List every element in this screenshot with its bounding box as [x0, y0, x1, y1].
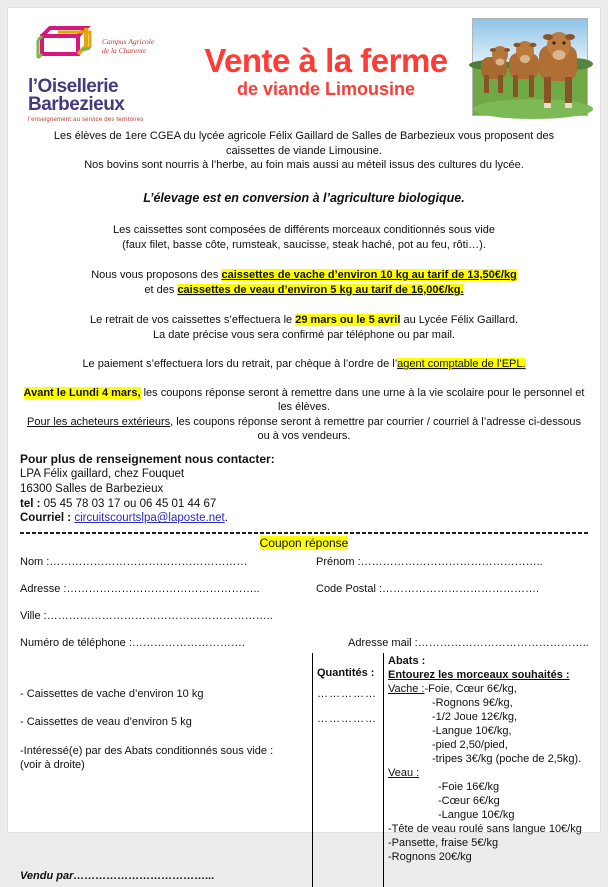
contact-email-line: Courriel : circuitscourtslpa@laposte.net. — [20, 512, 228, 525]
order-item-abats-note: (voir à droite) — [20, 758, 85, 771]
external-underlined: Pour les acheteurs extérieurs — [27, 415, 171, 428]
quantity-vache-field[interactable]: …………… — [317, 688, 377, 701]
caissettes-line1: Les caissettes sont composées de différents morceaux conditionnés sous vide — [113, 224, 495, 237]
offer-vache-highlight: caissettes de vache d’environ 10 kg au tarif de 13,50€/kg — [221, 269, 517, 282]
veau-item: -Rognons 20€/kg — [388, 850, 472, 863]
contact-block — [20, 452, 588, 526]
quantities-header: Quantités : — [317, 667, 375, 680]
order-item-vache: - Caissettes de vache d’environ 10 kg — [20, 688, 204, 701]
cows-photo — [472, 18, 588, 116]
deadline-paragraph — [22, 386, 586, 415]
field-prenom[interactable]: Prénom :………………………………………….. — [316, 556, 543, 569]
coupon-form — [20, 556, 588, 649]
abats-subheading: Entourez les morceaux souhaités : — [388, 669, 570, 682]
vache-item: -1/2 Joue 12€/kg, — [432, 710, 518, 723]
page-subtitle: de viande Limousine — [236, 79, 416, 99]
veau-item: -Foie 16€/kg — [438, 780, 500, 793]
retrait-line2: La date précise vous sera confirmé par téléphone ou par mail. — [152, 328, 456, 341]
contact-line1: LPA Félix gaillard, chez Fouquet — [20, 468, 185, 481]
contact-heading: Pour plus de renseignement nous contacter: — [20, 451, 275, 466]
offer-mid: et des — [144, 283, 178, 296]
retrait-suffix: au Lycée Félix Gaillard. — [400, 314, 518, 327]
contact-line2: 16300 Salles de Barbezieux — [20, 482, 164, 495]
quantities-column — [312, 653, 384, 887]
field-telephone[interactable]: Numéro de téléphone :…………………………. — [20, 637, 245, 650]
email-link[interactable]: circuitscourtslpa@laposte.net — [74, 512, 225, 525]
vache-item: -Rognons 9€/kg, — [432, 696, 513, 709]
order-table — [20, 653, 588, 887]
intro-line2: caissettes de viande Limousine. — [226, 144, 382, 157]
header — [20, 18, 588, 123]
order-items-column — [20, 653, 312, 887]
body-text — [20, 129, 588, 444]
paiement-highlight: agent comptable de l’EPL. — [397, 358, 526, 371]
vache-first-line: Vache :-Foie, Cœur 6€/kg, — [388, 682, 517, 695]
coupon-title: Coupon réponse — [259, 536, 349, 551]
offer-veau-highlight: caissettes de veau d’environ 5 kg au tarif de 16,00€/kg. — [177, 283, 464, 296]
caissettes-line2: (faux filet, basse côte, rumsteak, saucisse, steak haché, pot au feu, rôti…). — [122, 238, 486, 251]
vache-item: -pied 2,50/pied, — [432, 738, 508, 751]
logo-campus-text: Campus Agricole de la Charente — [102, 37, 155, 55]
intro-line3: Nos bovins sont nourris à l’herbe, au foin mais aussi au méteil issus des cultures du lycée. — [84, 159, 524, 172]
contact-phone: tel : 05 45 78 03 17 ou 06 45 01 44 67 — [20, 497, 217, 510]
offer-prefix: Nous vous proposons des — [91, 269, 222, 282]
field-adresse-mail[interactable]: Adresse mail :……………………………………….. — [348, 637, 589, 650]
logo-cubes-icon — [28, 20, 100, 77]
vache-item: -tripes 3€/kg (poche de 2,5kg). — [432, 752, 582, 765]
paiement-prefix: Le paiement s’effectuera lors du retrait, par chèque à l’ordre de l’ — [82, 358, 398, 371]
cut-line-divider — [20, 532, 588, 534]
deadline-highlight: Avant le Lundi 4 mars, — [23, 386, 141, 399]
title-block — [180, 18, 472, 100]
external-text: , les coupons réponse seront à remettre par courrier / courriel à l’adresse ci-dessous ou à vos vendeurs. — [170, 415, 581, 443]
veau-item: -Pansette, fraise 5€/kg — [388, 836, 499, 849]
vendu-par-field[interactable]: Vendu par………………………………... — [20, 869, 215, 882]
field-code-postal[interactable]: Code Postal :……………………………………. — [316, 583, 540, 596]
veau-item: -Tête de veau roulé sans langue 10€/kg — [388, 822, 582, 835]
retrait-prefix: Le retrait de vos caissettes s’effectuera le — [89, 314, 296, 327]
order-item-abats: -Intéressé(e) par des Abats conditionnés sous vide : — [20, 744, 274, 757]
veau-item: -Cœur 6€/kg — [438, 794, 500, 807]
intro-paragraph — [22, 129, 586, 173]
paiement-paragraph — [22, 357, 586, 372]
field-adresse[interactable]: Adresse :…………………………………………….. — [20, 583, 260, 596]
logo-tagline: l’enseignement au service des territoires — [28, 117, 144, 124]
conversion-statement: L’élevage est en conversion à l’agriculture biologique. — [143, 190, 465, 205]
abats-column — [384, 653, 588, 887]
external-buyers-paragraph — [22, 415, 586, 444]
field-nom[interactable]: Nom :……………………………………………… — [20, 556, 248, 569]
field-ville[interactable]: Ville :…………………………………………………….. — [20, 610, 273, 623]
flyer-page — [7, 7, 601, 882]
quantity-veau-field[interactable]: …………… — [317, 713, 377, 726]
order-item-veau: - Caissettes de veau d’environ 5 kg — [20, 716, 192, 729]
veau-item: -Langue 10€/kg — [438, 808, 515, 821]
retrait-dates-highlight: 29 mars ou le 5 avril — [295, 314, 401, 327]
veau-label: Veau : — [388, 766, 420, 779]
page-title: Vente à la ferme — [204, 42, 448, 79]
offer-paragraph — [22, 268, 586, 297]
coupon-title-row — [20, 536, 588, 550]
logo-school-name: l’Oisellerie Barbezieux — [28, 76, 125, 116]
vache-item: -Langue 10€/kg, — [432, 724, 512, 737]
abats-heading: Abats : — [388, 655, 426, 668]
deadline-text: les coupons réponse seront à remettre dans une urne à la vie scolaire pour le personnel et les élèves. — [140, 386, 585, 414]
retrait-paragraph — [22, 313, 586, 342]
school-logo — [20, 18, 180, 123]
intro-line1: Les élèves de 1ere CGEA du lycée agricole Félix Gaillard de Salles de Barbezieux vous proposent des — [53, 130, 555, 143]
caissettes-paragraph — [22, 223, 586, 252]
